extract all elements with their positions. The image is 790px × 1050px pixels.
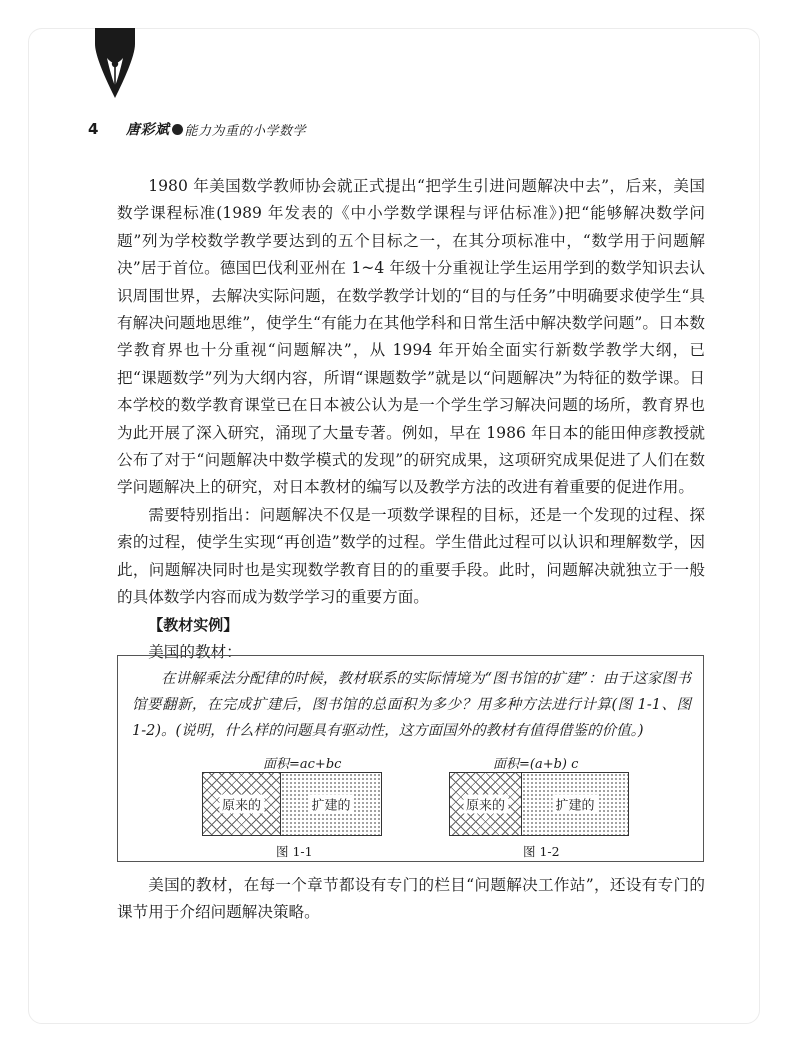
area-rectangle [449,772,629,836]
paragraph-1: 1980 年美国数学教师协会就正式提出“把学生引进问题解决中去”，后来，美国数学课程标准(1989 年发表的《中小学数学课程与评估标准》)把“能够解决数学问题”列为学校数学教学要达到的五个目标之一，在其分项标准中，“数学用于问题解决”居于首位。德国巴伐利亚州在 1~4 年级十分重视让学生运用学到的数学知识去认识周围世界，去解决实际问题，在数学教学计划的“目的与任务”中明确要求使学生“具有解决问题地思维”，使学生“有能力在其他学科和日常生活中解决数学问题”。日本数学教育界也十分重视“问题解决”，从 1994 年开始全面实行新数学教学大纲，已把“课题数学”列为大纲内容，所谓“课题数学”就是以“问题解决”为特征的数学课。日本学校的数学教育课堂已在日本被公认为是一个学生学习解决问题的场所，教育界也为此开展了深入研究，涌现了大量专著。例如，早在 1986 年日本的能田伸彦教授就公布了对于“问题解决中数学模式的发现”的研究成果，这项研究成果促进了人们在数学问题解决上的研究，对日本教材的编写以及教学方法的改进有着重要的促进作用。 [117,177,705,497]
area-formula-label: 面积=(a+b) c [493,757,579,772]
page-number: 4 [88,120,99,138]
example-text: 在讲解乘法分配律的时候，教材联系的实际情境为“图书馆的扩建”：由于这家图书馆要翻新，在完成扩建后，图书馆的总面积为多少？用多种方法进行计算(图 1-1、图 1-2)。(说明，什么样的问题具有驱动性，这方面国外的教材有值得借鉴的价值。) [132,671,691,739]
separator-dot-icon [172,124,183,135]
textbook-example-box [117,655,704,862]
fountain-pen-nib-icon [93,28,137,100]
figure-1-2 [118,656,705,863]
header-title [126,119,306,139]
area-formula-label: 面积=ac+bc [263,757,342,772]
section-heading: 【教材实例】 [148,615,239,634]
original-area: 原来的 [203,773,281,835]
book-title: 能力为重的小学数学 [184,123,307,139]
running-header [88,118,306,140]
author-name: 唐彩斌 [126,122,170,138]
extension-area: 扩建的 [522,773,628,835]
figure-caption: 图 1-1 [276,844,313,859]
paragraph-3: 美国的教材，在每一个章节都设有专门的栏目“问题解决工作站”，还设有专门的课节用于介绍问题解决策略。 [117,876,705,922]
figure-caption: 图 1-2 [523,844,560,859]
extension-area: 扩建的 [281,773,381,835]
closing-text [117,872,705,927]
original-area: 原来的 [450,773,522,835]
body-text [117,173,705,666]
example-intro: 美国的教材： [148,642,242,661]
paragraph-2: 需要特别指出：问题解决不仅是一项数学课程的目标，还是一个发现的过程、探索的过程，使学生实现“再创造”数学的过程。学生借此过程可以认识和理解数学，因此，问题解决同时也是实现数学教育目的的重要手段。此时，问题解决就独立于一般的具体数学内容而成为数学学习的重要方面。 [117,505,705,607]
